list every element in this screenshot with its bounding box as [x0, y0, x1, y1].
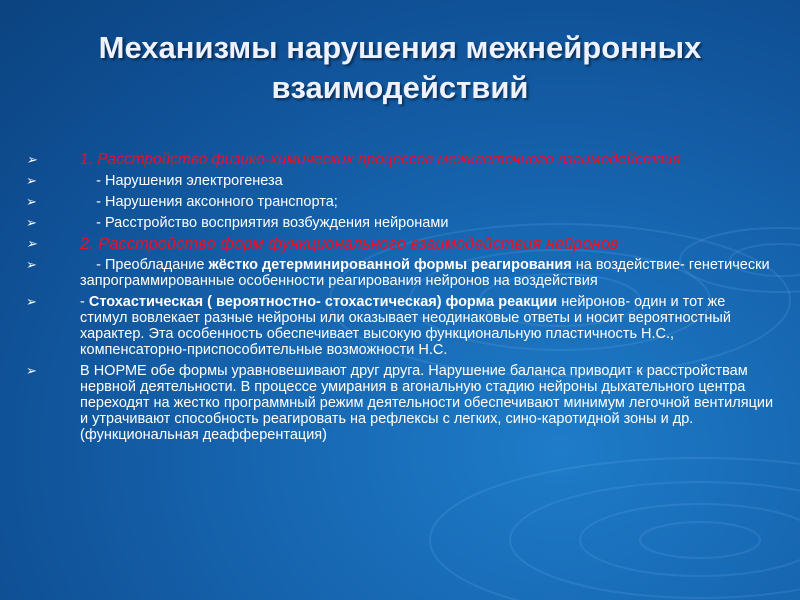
- item-text: В НОРМЕ обе формы уравновешивают друг друга. Нарушение баланса приводит к расстройствам нервной деятельности. В процессе умирания в агональную стадию нейроны дыхательного центра переходят на жестко программный режим деятельности обеспечивают минимум легочной вентиляции и утрачивают способность реагировать на рефлексы с легких, сино-каротидной зоны и др.(функциональная деафферентация): [80, 363, 774, 443]
- arrow-bullet-icon: ➢: [26, 215, 37, 230]
- item-text-bold: жёстко детерминированной формы реагирования: [208, 257, 572, 273]
- list-item: [26, 152, 776, 168]
- list-item: [26, 294, 776, 358]
- arrow-bullet-icon: ➢: [26, 236, 37, 251]
- item-text: - Нарушения аксонного транспорта;: [80, 194, 338, 210]
- arrow-bullet-icon: ➢: [26, 257, 37, 272]
- item-text: - Расстройство восприятия возбуждения нейронами: [80, 215, 449, 231]
- list-item: [26, 173, 776, 189]
- item-text-prefix: - Преобладание: [80, 257, 209, 273]
- arrow-bullet-icon: ➢: [26, 363, 37, 378]
- list-item: [26, 236, 776, 252]
- list-item: [26, 363, 776, 443]
- item-text: 1. Расстройство физико-химических процессов межклеточного взаимодействия: [80, 151, 681, 168]
- arrow-bullet-icon: ➢: [26, 194, 37, 209]
- arrow-bullet-icon: ➢: [26, 173, 37, 188]
- list-item: [26, 194, 776, 210]
- item-text: - Нарушения электрогенеза: [80, 173, 283, 189]
- arrow-bullet-icon: ➢: [26, 294, 37, 309]
- item-text-prefix: -: [80, 294, 89, 310]
- item-text-bold: Стохастическая ( вероятностно- стохастическая) форма реакции: [88, 294, 558, 310]
- list-item: [26, 215, 776, 231]
- slide-title: Механизмы нарушения межнейронных взаимодействий: [98, 30, 702, 105]
- item-text-suffix: нейронов- один и тот же стимул вовлекает разные нейроны или оказывает неодинаковые ответы и носит вероятностный характер. Эта особенность обеспечивает высокую функциональную пластичность Н.С., компенсаторно-приспособительные возможности Н.С.: [80, 294, 731, 358]
- bullet-list: [26, 152, 776, 448]
- item-text: 2. Расстройство форм функционального взаимодействия нейронов: [80, 235, 619, 253]
- item-text-suffix: на воздействие- генетически запрограммированные особенности реагирования нейронов на воздействия: [80, 257, 770, 289]
- arrow-bullet-icon: ➢: [26, 152, 37, 167]
- list-item: [26, 257, 776, 289]
